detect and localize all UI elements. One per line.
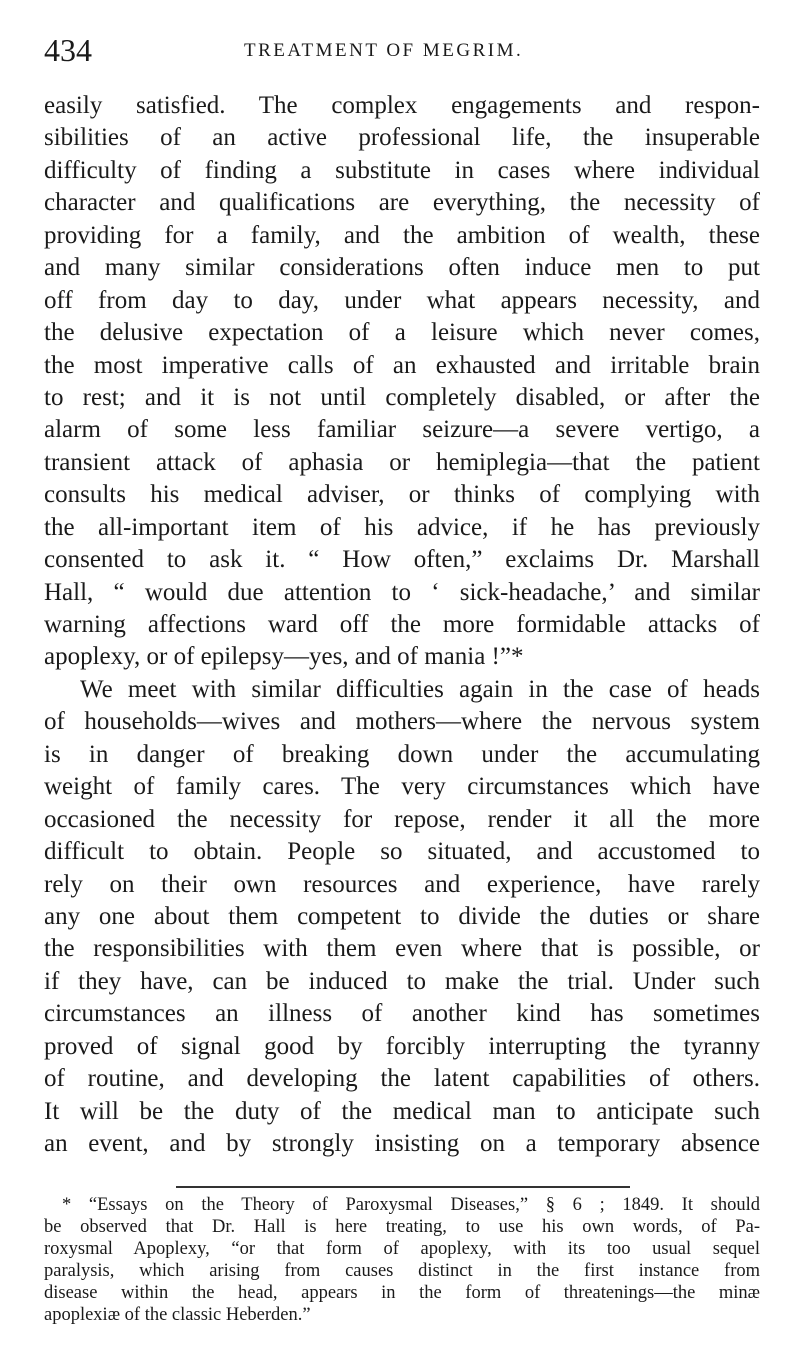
body-line: occasioned the necessity for repose, render it all the more bbox=[44, 805, 760, 833]
body-line: to rest; and it is not until completely disabled, or after the bbox=[44, 383, 760, 411]
body-line: any one about them competent to divide the duties or share bbox=[44, 902, 760, 930]
body-line: is in danger of breaking down under the accumulating bbox=[44, 740, 760, 768]
body-line: the most imperative calls of an exhausted and irritable brain bbox=[44, 351, 760, 379]
body-line: apoplexy, or of epilepsy—yes, and of mania !”* bbox=[44, 643, 524, 671]
body-line: the all-important item of his advice, if he has previously bbox=[44, 513, 760, 541]
body-line: off from day to day, under what appears necessity, and bbox=[44, 286, 760, 314]
footnote bbox=[44, 1194, 760, 1326]
body-line: consults his medical adviser, or thinks of complying with bbox=[44, 481, 760, 509]
footnote-line: roxysmal Apoplexy, “or that form of apoplexy, with its too usual sequel bbox=[44, 1239, 760, 1259]
body-line: easily satisfied. The complex engagements and respon- bbox=[44, 92, 760, 119]
body-line: the responsibilities with them even where that is possible, or bbox=[44, 935, 760, 963]
body-line: rely on their own resources and experience, have rarely bbox=[44, 870, 760, 898]
body-line: warning affections ward off the more formidable attacks of bbox=[44, 611, 760, 638]
body-line: It will be the duty of the medical man to anticipate such bbox=[44, 1097, 760, 1125]
body-line: sibilities of an active professional life, the insuperable bbox=[44, 124, 760, 152]
body-line: consented to ask it. “ How often,” exclaims Dr. Marshall bbox=[44, 546, 760, 574]
footnote-line: * “Essays on the Theory of Paroxysmal Diseases,” § 6 ; 1849. It should bbox=[62, 1195, 760, 1215]
body-line: if they have, can be induced to make the trial. Under such bbox=[44, 967, 760, 995]
body-line: Hall, “ would due attention to ‘ sick-headache,’ and similar bbox=[44, 578, 760, 606]
body-line: difficult to obtain. People so situated, and accustomed to bbox=[44, 838, 760, 866]
body-line: of households—wives and mothers—where the nervous system bbox=[44, 708, 760, 736]
footnote-rule bbox=[176, 1186, 630, 1188]
footnote-line: apoplexiæ of the classic Heberden.” bbox=[44, 1305, 311, 1325]
body-line: an event, and by strongly insisting on a temporary absence bbox=[44, 1130, 760, 1157]
body-line: weight of family cares. The very circumstances which have bbox=[44, 773, 760, 801]
body-line: the delusive expectation of a leisure which never comes, bbox=[44, 319, 760, 347]
body-line: of routine, and developing the latent capabilities of others. bbox=[44, 1065, 760, 1093]
page-number: 434 bbox=[44, 32, 92, 68]
running-title: TREATMENT OF MEGRIM. bbox=[244, 40, 524, 61]
body-line: alarm of some less familiar seizure—a severe vertigo, a bbox=[44, 416, 760, 444]
body-line: circumstances an illness of another kind has sometimes bbox=[44, 1000, 760, 1028]
footnote-line: disease within the head, appears in the form of threatenings—the minæ bbox=[44, 1283, 760, 1303]
body-line: difficulty of finding a substitute in cases where individual bbox=[44, 156, 760, 184]
body-text bbox=[44, 90, 760, 1160]
body-line: providing for a family, and the ambition of wealth, these bbox=[44, 221, 760, 249]
body-line: proved of signal good by forcibly interrupting the tyranny bbox=[44, 1032, 760, 1060]
footnote-line: paralysis, which arising from causes distinct in the first instance from bbox=[44, 1261, 760, 1281]
body-line: character and qualifications are everything, the necessity of bbox=[44, 189, 760, 217]
running-head bbox=[44, 30, 760, 70]
body-line: and many similar considerations often induce men to put bbox=[44, 254, 760, 282]
body-line: We meet with similar difficulties again in the case of heads bbox=[80, 675, 760, 703]
body-line: transient attack of aphasia or hemiplegia—that the patient bbox=[44, 448, 760, 476]
footnote-line: be observed that Dr. Hall is here treating, to use his own words, of Pa- bbox=[44, 1217, 760, 1237]
